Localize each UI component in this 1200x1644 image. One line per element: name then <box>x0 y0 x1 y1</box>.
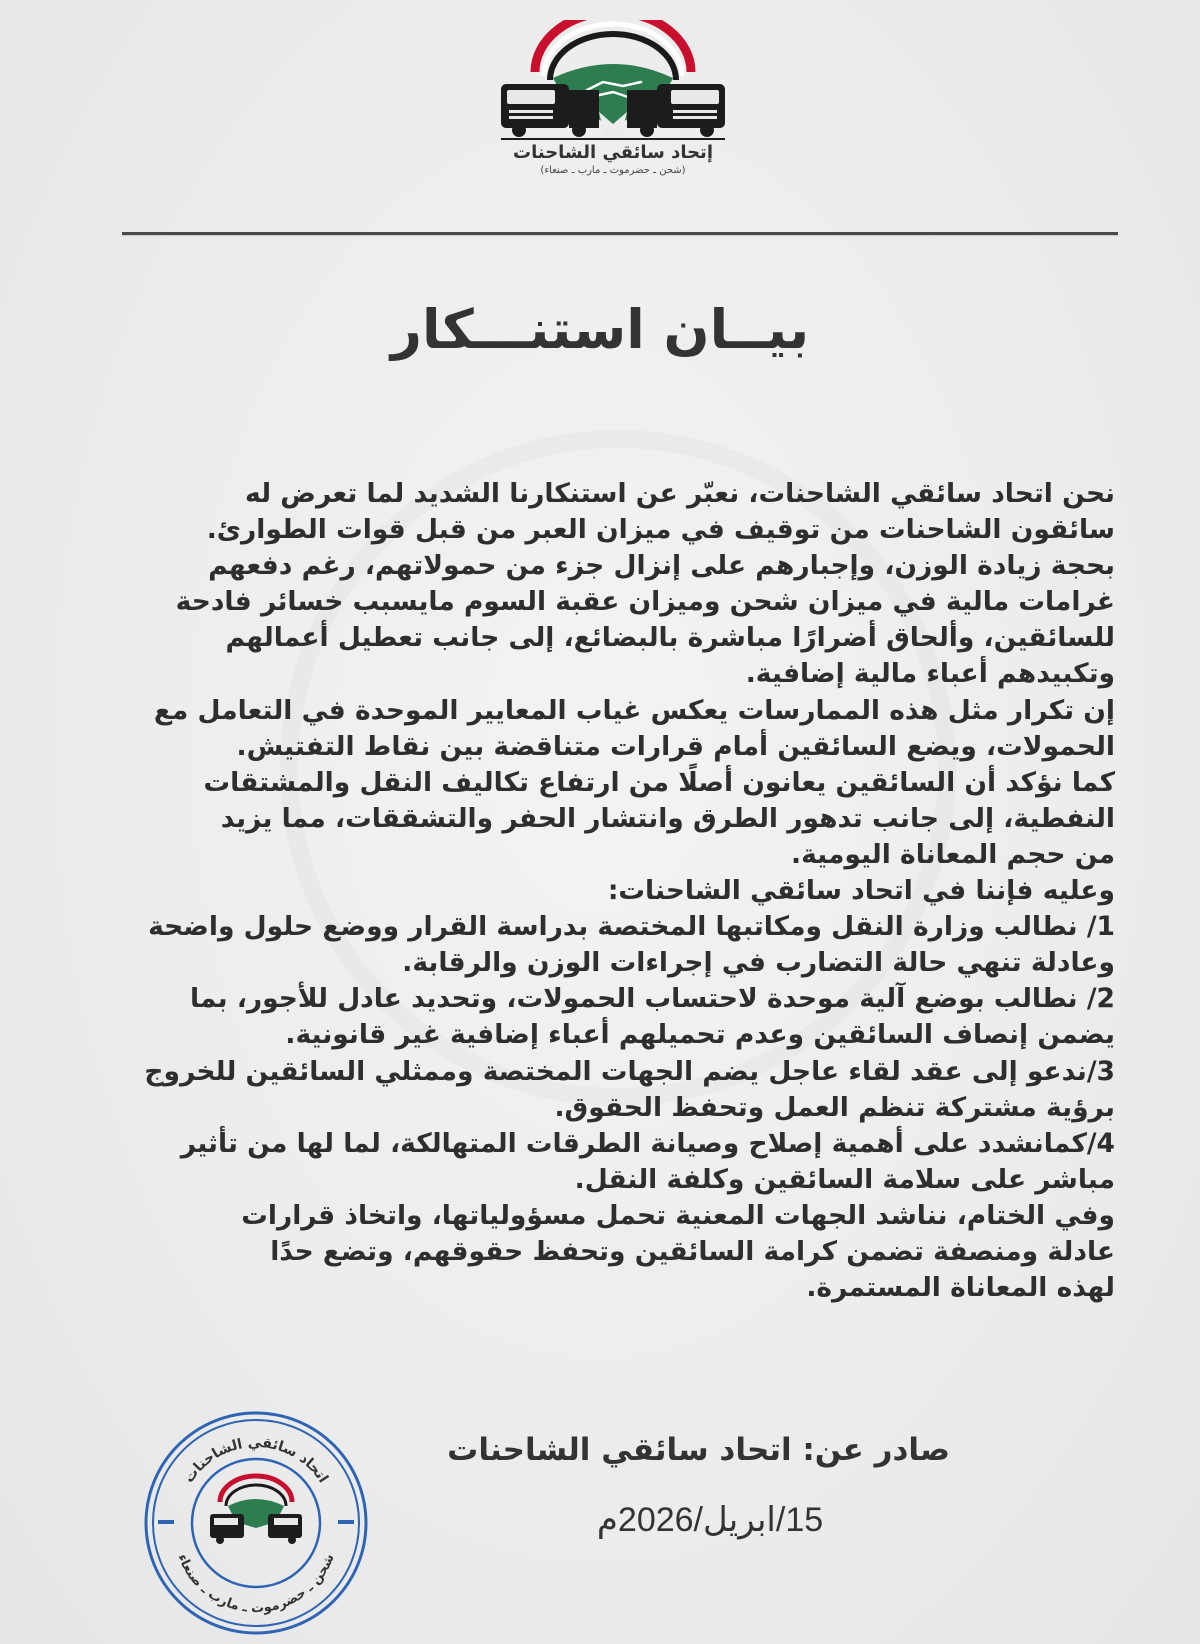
official-stamp-icon <box>140 1410 372 1636</box>
demand-item-2: 2/ نطالب بوضع آلية موحدة لاحتساب الحمولات، وتحديد عادل للأجور، بما <box>189 983 1115 1015</box>
body-line: للسائقين، وألحاق أضرارًا مباشرة بالبضائع، إلى جانب تعطيل أعمالهم <box>225 622 1115 654</box>
demand-item-1-cont: وعادلة تنهي حالة التضارب في إجراءات الوزن والرقابة. <box>402 947 1115 979</box>
statement-body <box>144 476 1115 1306</box>
demand-item-4: 4/كمانشدد على أهمية إصلاح وصيانة الطرقات المتهالكة، لما لها من تأثير <box>180 1127 1115 1159</box>
demand-item-4-cont: مباشر على سلامة السائقين وكلفة النقل. <box>574 1163 1115 1195</box>
truck-union-handshake-logo-icon <box>495 20 731 140</box>
demand-item-2-cont: يضمن إنصاف السائقين وعدم تحميلهم أعباء إضافية غير قانونية. <box>285 1019 1115 1051</box>
body-line: وعليه فإننا في اتحاد سائقي الشاحنات: <box>607 875 1115 907</box>
closing-line: عادلة ومنصفة تضمن كرامة السائقين وتحفظ حقوقهم، وتضع حدًا <box>270 1235 1115 1267</box>
demand-item-3-cont: برؤية مشتركة تنظم العمل وتحفظ الحقوق. <box>554 1091 1115 1123</box>
body-line: كما نؤكد أن السائقين يعانون أصلًا من ارتفاع تكاليف النقل والمشتقات <box>203 766 1115 798</box>
official-stamp <box>140 1410 372 1636</box>
issue-date: 15/ابريل/2026م <box>596 1501 824 1539</box>
body-line: وتكبيدهم أعباء مالية إضافية. <box>745 658 1115 690</box>
closing-line: لهذه المعاناة المستمرة. <box>806 1272 1115 1304</box>
demand-item-3: 3/ندعو إلى عقد لقاء عاجل يضم الجهات المختصة وممثلي السائقين للخروج <box>144 1055 1115 1087</box>
stamp-bottom-text: شحن ـ حضرموت ـ مارب ـ صنعاء <box>174 1551 338 1617</box>
body-line: من حجم المعاناة اليومية. <box>791 838 1115 870</box>
body-line: سائقون الشاحنات من توقيف في ميزان العبر من قبل قوات الطوارئ. <box>206 514 1115 546</box>
body-line: إن تكرار مثل هذه الممارسات يعكس غياب المعايير الموحدة في التعامل مع <box>153 694 1115 726</box>
header-divider <box>122 232 1118 235</box>
stamp-top-text: اتحاد سائقي الشاحنات <box>181 1434 332 1486</box>
body-line: النفطية، إلى جانب تدهور الطرق وانتشار الحفر والتشققات، مما يزيد <box>220 802 1115 834</box>
body-line: نحن اتحاد سائقي الشاحنات، نعبّر عن استنكارنا الشديد لما تعرض له <box>245 478 1115 509</box>
svg-text:شحن ـ حضرموت ـ مارب ـ صنعاء <box>174 1552 337 1616</box>
demand-item-1: 1/ نطالب وزارة النقل ومكاتبها المختصة بدراسة القرار ووضع حلول واضحة <box>148 911 1115 943</box>
body-line: بحجة زيادة الوزن، وإجبارهم على إنزال جزء من حمولاتهم، رغم دفعهم <box>208 550 1115 582</box>
issuer-signature: صادر عن: اتحاد سائقي الشاحنات <box>447 1432 950 1468</box>
logo-subtitle: (شحن ـ حضرموت ـ مارب ـ صنعاء) <box>540 165 686 176</box>
closing-line: وفي الختام، نناشد الجهات المعنية تحمل مسؤولياتها، واتخاذ قرارات <box>241 1199 1115 1231</box>
header-logo <box>488 20 738 200</box>
body-line: غرامات مالية في ميزان شحن وميزان عقبة السوم مايسبب خسائر فادحة <box>175 586 1115 618</box>
page-title: بيــان استنـــكار <box>390 298 810 361</box>
logo-title: إتحاد سائقي الشاحنات <box>513 142 713 163</box>
body-line: الحمولات، ويضع السائقين أمام قرارات متناقضة بين نقاط التفتيش. <box>236 730 1115 762</box>
